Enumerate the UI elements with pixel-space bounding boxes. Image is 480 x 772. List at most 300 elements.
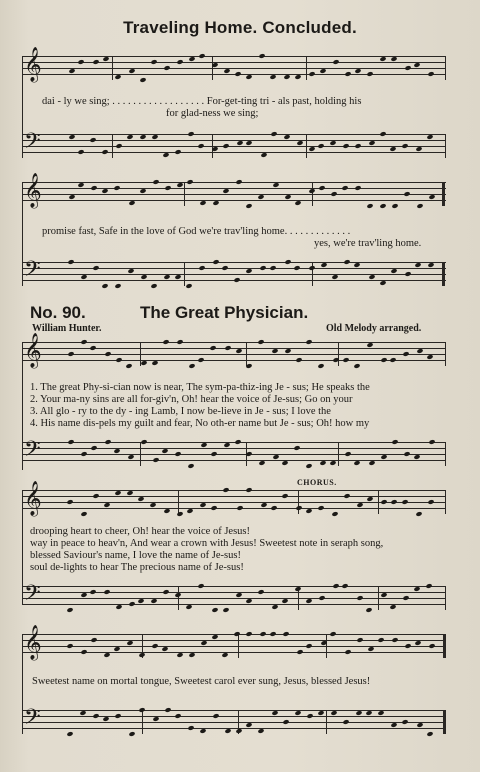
notehead: [379, 131, 386, 137]
notehead: [68, 194, 75, 200]
notehead: [281, 460, 288, 466]
notehead: [308, 71, 315, 77]
notehead: [233, 631, 240, 637]
lyric-line: dai - ly we sing; . . . . . . . . . . . . . . . . . . For-get-ting tri - als past, holding his: [42, 96, 362, 107]
notehead: [281, 493, 288, 499]
notehead: [342, 719, 349, 725]
notehead: [425, 583, 432, 589]
hymn-number: No. 90.: [30, 303, 86, 322]
treble-staff: [22, 47, 446, 82]
notehead: [66, 499, 73, 505]
notehead: [223, 442, 230, 448]
notehead: [185, 283, 192, 289]
notehead: [389, 604, 396, 610]
notehead: [344, 451, 351, 457]
notehead: [115, 357, 122, 363]
notehead: [212, 200, 219, 206]
notehead: [139, 134, 146, 140]
notehead: [113, 646, 120, 652]
notehead: [163, 274, 170, 280]
notehead: [211, 607, 218, 613]
notehead: [260, 152, 267, 158]
notehead: [245, 722, 252, 728]
notehead: [355, 710, 362, 716]
notehead: [353, 363, 360, 369]
treble-clef-icon: 𝄞: [24, 481, 42, 516]
notehead: [90, 637, 97, 643]
notehead: [245, 74, 252, 80]
notehead: [114, 283, 121, 289]
notehead: [162, 589, 169, 595]
notehead: [295, 505, 302, 511]
notehead: [174, 274, 181, 280]
notehead: [103, 652, 110, 658]
notehead: [391, 637, 398, 643]
notehead: [402, 351, 409, 357]
notehead: [294, 586, 301, 592]
notehead: [210, 505, 217, 511]
notehead: [115, 143, 122, 149]
notehead: [426, 354, 433, 360]
notehead: [282, 719, 289, 725]
notehead: [224, 728, 231, 734]
notehead: [162, 339, 169, 345]
notehead: [293, 445, 300, 451]
notehead: [236, 505, 243, 511]
notehead: [92, 493, 99, 499]
notehead: [223, 68, 230, 74]
notehead: [366, 342, 373, 348]
notehead: [80, 451, 87, 457]
notehead: [317, 710, 324, 716]
notehead: [67, 259, 74, 265]
bass-staff: [22, 437, 446, 467]
notehead: [163, 508, 170, 514]
notehead: [391, 203, 398, 209]
notehead: [257, 339, 264, 345]
notehead: [140, 274, 147, 280]
notehead: [102, 56, 109, 62]
notehead: [344, 649, 351, 655]
notehead: [415, 511, 422, 517]
notehead: [199, 502, 206, 508]
notehead: [152, 179, 159, 185]
notehead: [391, 439, 398, 445]
notehead: [77, 182, 84, 188]
chorus-label: CHORUS.: [297, 478, 337, 487]
notehead: [356, 637, 363, 643]
notehead: [389, 146, 396, 152]
notehead: [308, 188, 315, 194]
notehead: [236, 140, 243, 146]
verse-3-lyric: 3. All glo - ry to the dy - ing Lamb, I now be-lieve in Je - sus; I love the: [30, 406, 331, 417]
notehead: [379, 203, 386, 209]
notehead: [152, 716, 159, 722]
notehead: [174, 451, 181, 457]
notehead: [271, 348, 278, 354]
notehead: [174, 713, 181, 719]
notehead: [245, 598, 252, 604]
notehead: [126, 134, 133, 140]
notehead: [174, 149, 181, 155]
notehead: [380, 357, 387, 363]
notehead: [211, 146, 218, 152]
notehead: [330, 191, 337, 197]
treble-staff: [22, 625, 446, 660]
notehead: [77, 149, 84, 155]
notehead: [77, 59, 84, 65]
notehead: [80, 511, 87, 517]
notehead: [270, 131, 277, 137]
notehead: [368, 460, 375, 466]
notehead: [79, 710, 86, 716]
notehead: [221, 652, 228, 658]
notehead: [380, 499, 387, 505]
notehead: [294, 710, 301, 716]
notehead: [366, 203, 373, 209]
notehead: [245, 363, 252, 369]
notehead: [114, 490, 121, 496]
notehead: [197, 357, 204, 363]
notehead: [377, 710, 384, 716]
notehead: [68, 134, 75, 140]
notehead: [390, 722, 397, 728]
notehead: [115, 604, 122, 610]
notehead: [332, 59, 339, 65]
notehead: [366, 496, 373, 502]
notehead: [221, 265, 228, 271]
notehead: [305, 463, 312, 469]
notehead: [341, 583, 348, 589]
notehead: [92, 265, 99, 271]
notehead: [356, 595, 363, 601]
notehead: [176, 511, 183, 517]
notehead: [80, 592, 87, 598]
notehead: [212, 713, 219, 719]
notehead: [318, 185, 325, 191]
notehead: [140, 360, 147, 366]
notehead: [187, 463, 194, 469]
notehead: [245, 451, 252, 457]
bass-clef-icon: 𝄢: [24, 705, 41, 735]
notehead: [89, 137, 96, 143]
notehead: [176, 59, 183, 65]
notehead: [428, 643, 435, 649]
notehead: [365, 710, 372, 716]
notehead: [92, 713, 99, 719]
notehead: [174, 592, 181, 598]
notehead: [260, 502, 267, 508]
lyric-line: for glad-ness we sing;: [166, 108, 259, 119]
notehead: [186, 179, 193, 185]
notehead: [245, 268, 252, 274]
notehead: [271, 604, 278, 610]
notehead: [269, 74, 276, 80]
notehead: [80, 274, 87, 280]
notehead: [222, 188, 229, 194]
notehead: [104, 351, 111, 357]
notehead: [152, 457, 159, 463]
notehead: [187, 131, 194, 137]
notehead: [211, 634, 218, 640]
notehead: [401, 719, 408, 725]
notehead: [164, 185, 171, 191]
notehead: [331, 274, 338, 280]
notehead: [416, 203, 423, 209]
notehead: [379, 56, 386, 62]
notehead: [320, 262, 327, 268]
notehead: [380, 592, 387, 598]
notehead: [151, 134, 158, 140]
notehead: [368, 274, 375, 280]
notehead: [366, 71, 373, 77]
notehead: [104, 439, 111, 445]
notehead: [389, 357, 396, 363]
notehead: [101, 149, 108, 155]
notehead: [66, 607, 73, 613]
notehead: [197, 143, 204, 149]
notehead: [209, 345, 216, 351]
notehead: [114, 74, 121, 80]
notehead: [150, 59, 157, 65]
notehead: [66, 731, 73, 737]
notehead: [294, 74, 301, 80]
notehead: [212, 259, 219, 265]
notehead: [101, 283, 108, 289]
notehead: [354, 68, 361, 74]
notehead: [188, 363, 195, 369]
notehead: [414, 262, 421, 268]
notehead: [235, 592, 242, 598]
notehead: [343, 259, 350, 265]
notehead: [235, 348, 242, 354]
notehead: [282, 631, 289, 637]
treble-clef-icon: 𝄞: [24, 333, 42, 368]
notehead: [343, 493, 350, 499]
notehead: [329, 460, 336, 466]
verse-1-lyric: 1. The great Phy-si-cian now is near, The sym-pa-thiz-ing Je - sus; He speaks the: [30, 382, 370, 393]
notehead: [353, 460, 360, 466]
notehead: [367, 646, 374, 652]
notehead: [138, 707, 145, 713]
notehead: [257, 194, 264, 200]
notehead: [269, 265, 276, 271]
notehead: [176, 339, 183, 345]
bass-clef-icon: 𝄢: [24, 129, 41, 159]
notehead: [317, 143, 324, 149]
notehead: [188, 56, 195, 62]
notehead: [210, 451, 217, 457]
notehead: [113, 185, 120, 191]
notehead: [257, 728, 264, 734]
notehead: [185, 604, 192, 610]
notehead: [404, 643, 411, 649]
chorus-lyric-1: drooping heart to cheer, Oh! hear the voice of Jesus!: [30, 526, 250, 537]
notehead: [281, 598, 288, 604]
hymn-title: The Great Physician.: [140, 303, 309, 322]
notehead: [161, 646, 168, 652]
notehead: [305, 339, 312, 345]
notehead: [426, 134, 433, 140]
notehead: [404, 271, 411, 277]
notehead: [198, 265, 205, 271]
notehead: [164, 707, 171, 713]
notehead: [151, 360, 158, 366]
notehead: [305, 598, 312, 604]
bass-clef-icon: 𝄢: [24, 437, 41, 467]
notehead: [234, 71, 241, 77]
notehead: [234, 439, 241, 445]
chorus-lyric-3: blessed Saviour's name, I love the name of Je-sus!: [30, 550, 241, 561]
treble-clef-icon: 𝄞: [24, 625, 42, 660]
notehead: [126, 490, 133, 496]
notehead: [284, 348, 291, 354]
notehead: [342, 143, 349, 149]
notehead: [401, 499, 408, 505]
verse-2-lyric: 2. Your ma-ny sins are all for-giv'n, Oh! hear the voice of Je-sus; Go on your: [30, 394, 353, 405]
notehead: [308, 146, 315, 152]
notehead: [258, 53, 265, 59]
notehead: [272, 182, 279, 188]
notehead: [176, 182, 183, 188]
notehead: [163, 65, 170, 71]
notehead: [162, 152, 169, 158]
notehead: [139, 77, 146, 83]
notehead: [127, 268, 134, 274]
notehead: [329, 140, 336, 146]
notehead: [126, 640, 133, 646]
notehead: [127, 454, 134, 460]
notehead: [67, 439, 74, 445]
notehead: [317, 363, 324, 369]
notehead: [188, 652, 195, 658]
notehead: [80, 339, 87, 345]
notehead: [68, 68, 75, 74]
notehead: [296, 649, 303, 655]
lyric-line: promise fast, Safe in the love of God we're trav'ling home. . . . . . . . . . . . .: [42, 226, 351, 237]
notehead: [114, 713, 121, 719]
notehead: [269, 631, 276, 637]
notehead: [90, 185, 97, 191]
notehead: [390, 56, 397, 62]
notehead: [413, 62, 420, 68]
notehead: [390, 268, 397, 274]
notehead: [341, 185, 348, 191]
notehead: [293, 265, 300, 271]
final-lyric: Sweetest name on mortal tongue, Sweetest carol ever sung, Jesus, blessed Jesus!: [32, 676, 371, 687]
notehead: [199, 728, 206, 734]
bass-staff: [22, 581, 446, 611]
notehead: [380, 454, 387, 460]
notehead: [222, 487, 229, 493]
notehead: [222, 143, 229, 149]
lyric-line: yes, we're trav'ling home.: [314, 238, 422, 249]
notehead: [318, 595, 325, 601]
bass-staff: [22, 257, 446, 287]
notehead: [89, 589, 96, 595]
notehead: [305, 508, 312, 514]
notehead: [319, 460, 326, 466]
notehead: [233, 277, 240, 283]
notehead: [66, 643, 73, 649]
chorus-lyric-4: soul de-lights to hear The precious name of Je-sus!: [30, 562, 244, 573]
treble-staff: [22, 333, 446, 368]
notehead: [404, 65, 411, 71]
notehead: [413, 586, 420, 592]
notehead: [414, 640, 421, 646]
notehead: [138, 652, 145, 658]
notehead: [197, 583, 204, 589]
notehead: [427, 499, 434, 505]
notehead: [428, 194, 435, 200]
notehead: [379, 280, 386, 286]
notehead: [150, 598, 157, 604]
notehead: [102, 716, 109, 722]
notehead: [416, 722, 423, 728]
notehead: [200, 640, 207, 646]
notehead: [295, 357, 302, 363]
notehead: [296, 140, 303, 146]
notehead: [356, 502, 363, 508]
notehead: [354, 143, 361, 149]
notehead: [283, 74, 290, 80]
notehead: [305, 643, 312, 649]
notehead: [211, 62, 218, 68]
notehead: [403, 451, 410, 457]
notehead: [113, 448, 120, 454]
bass-staff: [22, 705, 446, 735]
notehead: [151, 643, 158, 649]
bass-clef-icon: 𝄢: [24, 257, 41, 287]
chorus-lyric-2: way in peace to heav'n, And wear a crown with Jesus! Sweetest note in seraph song,: [30, 538, 384, 549]
notehead: [200, 442, 207, 448]
notehead: [390, 499, 397, 505]
notehead: [344, 71, 351, 77]
treble-staff: [22, 173, 446, 208]
notehead: [187, 725, 194, 731]
notehead: [306, 713, 313, 719]
notehead: [308, 265, 315, 271]
notehead: [235, 179, 242, 185]
notehead: [137, 598, 144, 604]
notehead: [198, 53, 205, 59]
notehead: [101, 188, 108, 194]
notehead: [402, 595, 409, 601]
notehead: [354, 185, 361, 191]
notehead: [259, 265, 266, 271]
notehead: [140, 439, 147, 445]
notehead: [125, 363, 132, 369]
notehead: [377, 637, 384, 643]
notehead: [176, 652, 183, 658]
notehead: [270, 505, 277, 511]
hymn-tune-credit: Old Melody arranged.: [326, 323, 422, 334]
bass-staff: [22, 129, 446, 159]
notehead: [259, 631, 266, 637]
notehead: [222, 607, 229, 613]
notehead: [245, 487, 252, 493]
notehead: [416, 348, 423, 354]
notehead: [186, 508, 193, 514]
notehead: [403, 191, 410, 197]
notehead: [245, 631, 252, 637]
notehead: [258, 460, 265, 466]
notehead: [128, 68, 135, 74]
notehead: [224, 345, 231, 351]
notehead: [415, 146, 422, 152]
notehead: [332, 583, 339, 589]
notehead: [317, 505, 324, 511]
